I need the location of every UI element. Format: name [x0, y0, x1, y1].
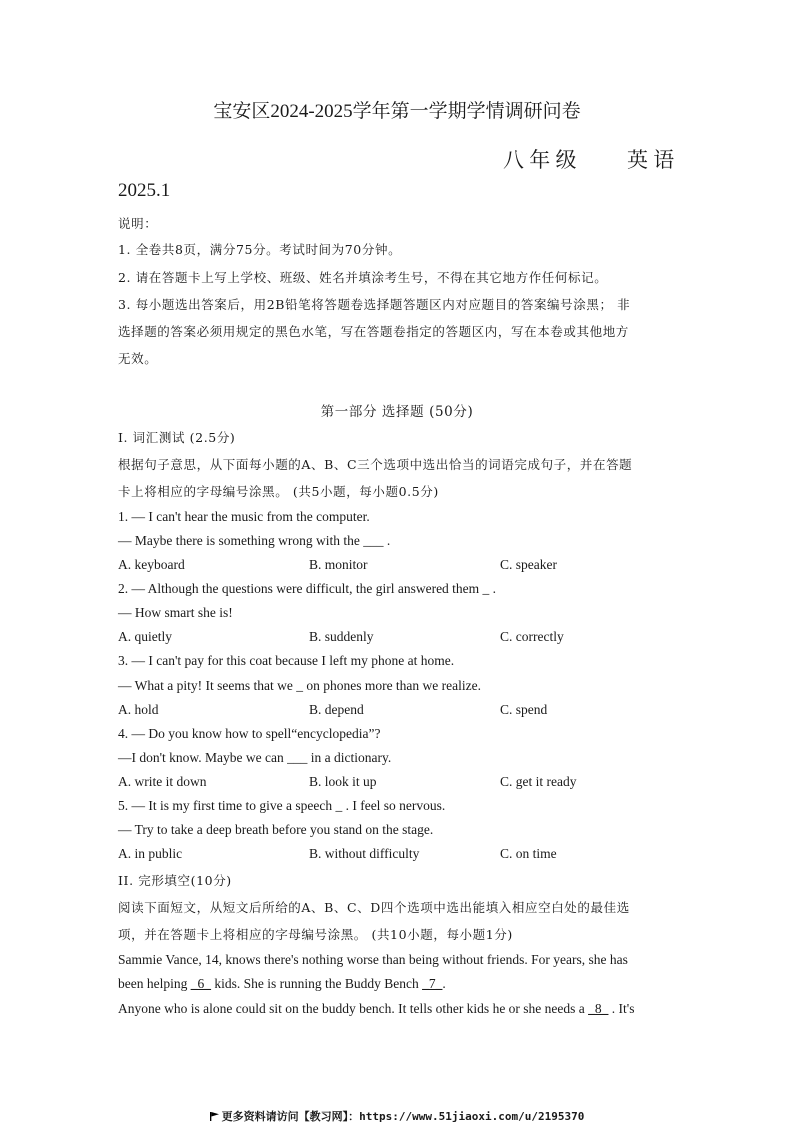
question-2-option-b: B. suddenly: [309, 629, 374, 644]
part1-heading: 第一部分 选择题 (50分): [320, 404, 474, 420]
section2-title: II. 完形填空(10分): [118, 873, 232, 888]
section2-instruction-b: 项，并在答题卡上将相应的字母编号涂黑。 (共10小题，每小题1分): [118, 927, 513, 942]
question-3-line-1: 3. — I can't pay for this coat because I left my phone at home.: [118, 653, 455, 668]
question-4-line-2: —I don't know. Maybe we can ___ in a dictionary.: [118, 750, 392, 765]
footer-link[interactable]: [0, 1108, 794, 1124]
blank-8: _8_: [588, 1001, 609, 1016]
passage-line-3: [118, 1001, 634, 1017]
section1-instruction-a: 根据句子意思，从下面每小题的A、B、C三个选项中选出恰当的词语完成句子，并在答题: [118, 457, 633, 472]
question-5-option-c: C. on time: [500, 846, 557, 861]
question-5-option-a: A. in public: [118, 846, 183, 861]
note-2: 2. 请在答题卡上写上学校、班级、姓名并填涂考生号，不得在其它地方作任何标记。: [118, 270, 608, 285]
passage-text: been helping: [118, 976, 191, 991]
question-3-option-b: B. depend: [309, 702, 364, 717]
question-1-line-2: — Maybe there is something wrong with the ___ .: [118, 533, 391, 548]
question-2-line-2: — How smart she is!: [118, 605, 233, 620]
blank-6: _6_: [190, 976, 211, 991]
passage-text: kids. She is running the Buddy Bench: [210, 976, 423, 991]
section1-title: I. 词汇测试 (2.5分): [118, 430, 236, 445]
footer-text: 更多资料请访问【教习网】：https://www.51jiaoxi.com/u/2195370: [221, 1110, 585, 1123]
question-2-option-c: C. correctly: [500, 629, 564, 644]
question-2-line-1: 2. — Although the questions were difficult, the girl answered them _ .: [118, 581, 497, 596]
flag-icon: [210, 1112, 219, 1121]
question-5-line-1: 5. — It is my first time to give a speech _ . I feel so nervous.: [118, 798, 446, 813]
question-1-option-c: C. speaker: [500, 557, 557, 572]
subject-label: 英 语: [627, 148, 675, 172]
question-1-option-b: B. monitor: [309, 557, 368, 572]
question-1-option-a: A. keyboard: [118, 557, 185, 572]
passage-line-2: [118, 976, 446, 992]
passage-line-1: Sammie Vance, 14, knows there's nothing worse than being without friends. For years, she has: [118, 952, 628, 967]
exam-date: 2025.1: [118, 180, 171, 201]
note-3b: 选择题的答案必须用规定的黑色水笔，写在答题卷指定的答题区内，写在本卷或其他地方: [118, 324, 629, 339]
exam-title: 宝安区2024-2025学年第一学期学情调研问卷: [213, 101, 581, 122]
question-4-line-1: 4. — Do you know how to spell“encyclopedia”?: [118, 726, 381, 741]
question-4-option-c: C. get it ready: [500, 774, 577, 789]
note-1: 1. 全卷共8页，满分75分。考试时间为70分钟。: [118, 242, 402, 257]
section1-instruction-b: 卡上将相应的字母编号涂黑。 (共5小题，每小题0.5分): [118, 484, 439, 499]
question-2-option-a: A. quietly: [118, 629, 172, 644]
note-3c: 无效。: [118, 351, 158, 366]
question-3-option-c: C. spend: [500, 702, 548, 717]
passage-text: .: [442, 976, 446, 991]
passage-text: Anyone who is alone could sit on the buddy bench. It tells other kids he or she needs a: [118, 1001, 589, 1016]
grade-label: 八 年 级: [503, 148, 577, 172]
question-3-option-a: A. hold: [118, 702, 159, 717]
question-4-option-a: A. write it down: [118, 774, 207, 789]
question-5-option-b: B. without difficulty: [309, 846, 420, 861]
note-3a: 3. 每小题选出答案后，用2B铅笔将答题卷选择题答题区内对应题目的答案编号涂黑； 非: [118, 297, 631, 312]
section2-instruction-a: 阅读下面短文，从短文后所给的A、B、C、D四个选项中选出能填入相应空白处的最佳选: [118, 900, 630, 915]
question-5-line-2: — Try to take a deep breath before you stand on the stage.: [118, 822, 434, 837]
question-1-line-1: 1. — I can't hear the music from the computer.: [118, 509, 370, 524]
notes-heading: 说明：: [118, 216, 158, 231]
grade-subject-line: [503, 144, 674, 174]
passage-text: . It's: [608, 1001, 635, 1016]
blank-7: _7_: [422, 976, 443, 991]
question-4-option-b: B. look it up: [309, 774, 377, 789]
question-3-line-2: — What a pity! It seems that we _ on phones more than we realize.: [118, 678, 482, 693]
